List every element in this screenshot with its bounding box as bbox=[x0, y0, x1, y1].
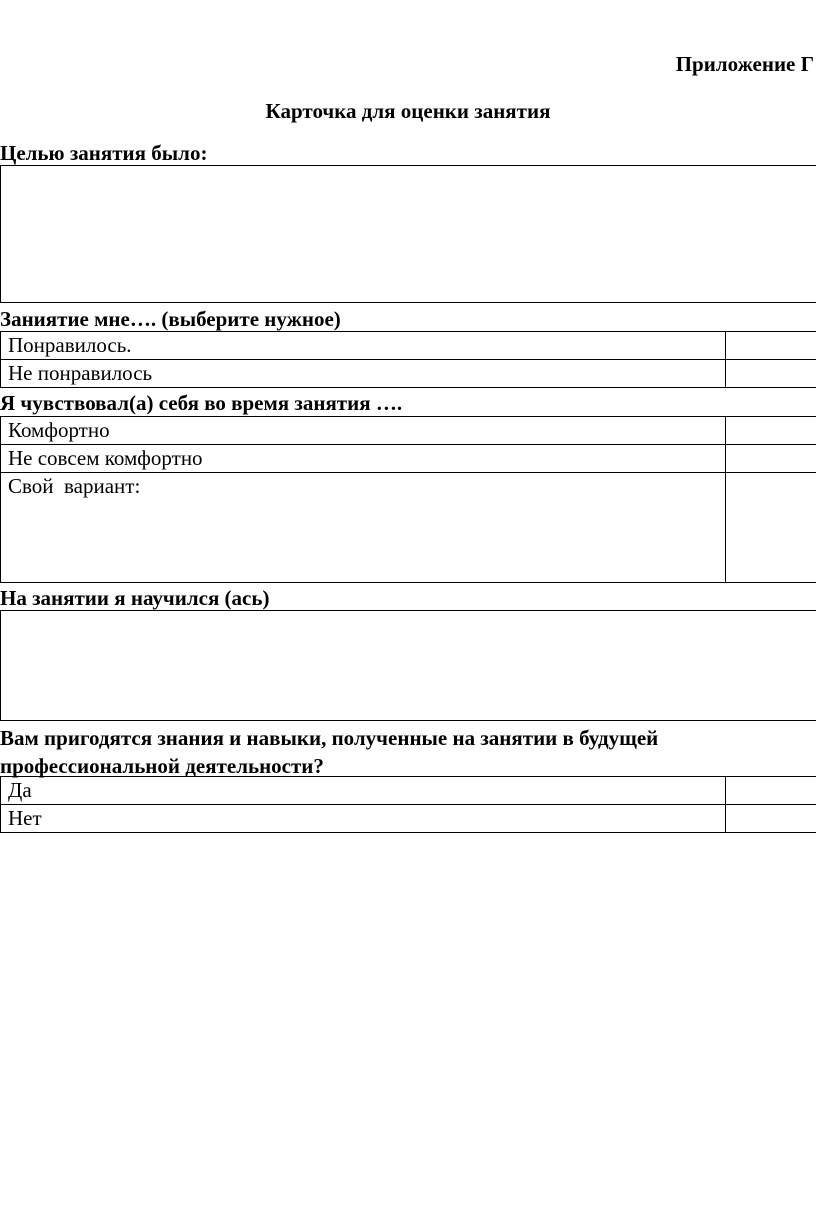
usefulness-option-checkbox[interactable] bbox=[726, 805, 816, 833]
feeling-option-row bbox=[1, 417, 816, 445]
liking-option-label: Понравилось. bbox=[1, 332, 726, 360]
goal-heading: Целью занятия было: bbox=[0, 141, 208, 165]
liking-option-label: Не понравилось bbox=[1, 360, 726, 388]
usefulness-options-table bbox=[0, 776, 816, 833]
feeling-option-checkbox[interactable] bbox=[726, 445, 816, 473]
feeling-custom-label: Свой вариант: bbox=[1, 473, 726, 583]
feeling-option-checkbox[interactable] bbox=[726, 417, 816, 445]
learned-heading: На занятии я научился (ась) bbox=[0, 586, 270, 610]
feeling-heading: Я чувствовал(а) себя во время занятия …. bbox=[0, 391, 403, 415]
feeling-option-label: Не совсем комфортно bbox=[1, 445, 726, 473]
goal-answer-field[interactable] bbox=[0, 165, 816, 303]
liking-option-checkbox[interactable] bbox=[726, 360, 816, 388]
liking-option-row bbox=[1, 332, 816, 360]
usefulness-option-checkbox[interactable] bbox=[726, 777, 816, 805]
usefulness-option-row bbox=[1, 777, 816, 805]
learned-answer-field[interactable] bbox=[0, 610, 816, 721]
appendix-label: Приложение Г bbox=[675, 52, 814, 76]
liking-option-checkbox[interactable] bbox=[726, 332, 816, 360]
liking-options-table bbox=[0, 331, 816, 388]
feeling-custom-field[interactable] bbox=[726, 473, 816, 583]
feeling-option-row bbox=[1, 473, 816, 583]
liking-option-row bbox=[1, 360, 816, 388]
feeling-options-table bbox=[0, 416, 816, 583]
usefulness-option-label: Да bbox=[1, 777, 726, 805]
feeling-option-label: Комфортно bbox=[1, 417, 726, 445]
card-title: Карточка для оценки занятия bbox=[265, 99, 551, 123]
usefulness-option-row bbox=[1, 805, 816, 833]
feeling-option-row bbox=[1, 445, 816, 473]
liking-heading: Заниятие мне…. (выберите нужное) bbox=[0, 307, 341, 331]
usefulness-heading: Вам пригодятся знания и навыки, полученные на занятии в будущей профессиональной деятельности? bbox=[0, 726, 659, 778]
usefulness-option-label: Нет bbox=[1, 805, 726, 833]
